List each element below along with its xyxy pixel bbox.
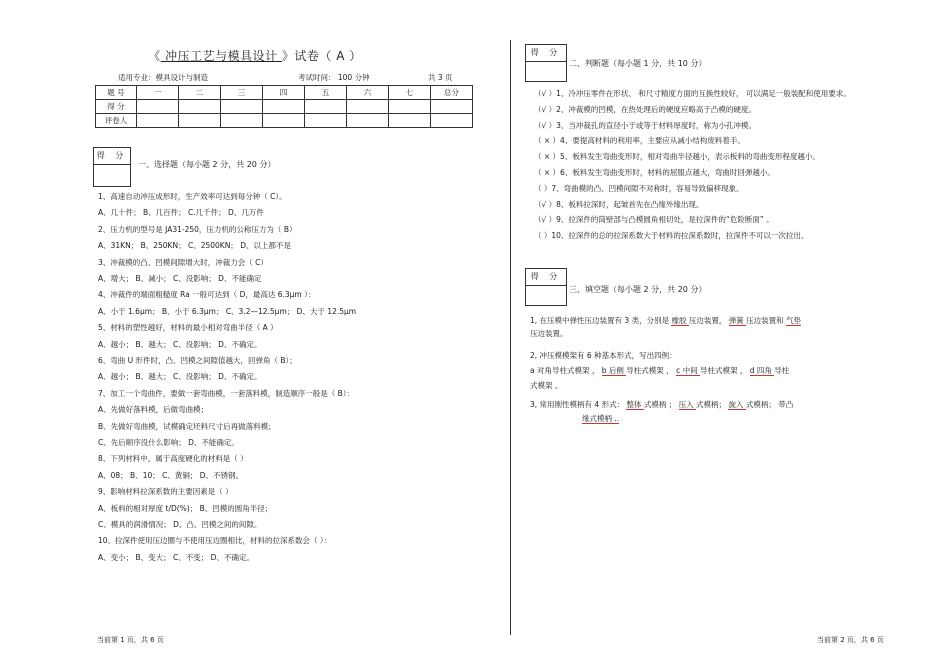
q3-text4: 式模柄； 带凸 — [745, 400, 794, 409]
scorebox-label: 得 分 — [94, 148, 130, 165]
q2-text2: 导柱式模架 ， — [626, 366, 674, 375]
grader-input-cell[interactable] — [137, 114, 179, 128]
q1-blank1: 橡胶 — [671, 316, 689, 325]
section2-title: 二、判断题（每小题 1 分，共 10 分） — [569, 59, 707, 68]
grader-input-cell[interactable] — [263, 114, 305, 128]
score-input-cell[interactable] — [389, 100, 431, 114]
grader-input-cell[interactable] — [347, 114, 389, 128]
page-divider — [510, 40, 511, 635]
question-text: 3、冲裁模的凸、凹模间隙增大时，冲裁力会（ C） — [98, 257, 268, 267]
question-text: 9、影响材料拉深系数的主要因素是（ ） — [98, 487, 233, 497]
score-input-cell[interactable] — [179, 100, 221, 114]
title-course-name: 冲压工艺与模具设计 — [160, 49, 282, 63]
judgement-item: （ × ）5、板料发生弯曲变形时，相对弯曲半径越小，表示板料的弯曲变形程度越小。 — [534, 152, 820, 162]
q2-blank1: b 后侧 — [601, 366, 627, 375]
q3-blank1: 整体 — [626, 400, 644, 409]
table-cell: 三 — [221, 86, 263, 100]
question-text: B、先做好弯曲模，试模确定坯料尺寸后再做落料模； — [98, 421, 276, 431]
judgement-item: （ × ）6、板料发生弯曲变形时，材料的屈服点越大，弯曲时回弹越小。 — [534, 168, 775, 177]
q3-text3: 式模柄； — [696, 400, 727, 409]
title-prefix: 《 — [148, 49, 161, 63]
question-text: C、模具的润滑情况； D、凸、凹模之间的间隙。 — [98, 520, 262, 529]
question-text: 6、弯曲 U 形件时，凸、凹模之间隙值越大，回弹角（ B）； — [98, 356, 297, 365]
section2-scorebox — [525, 44, 567, 82]
answer-options: A、增大； B、减小； C、没影响； D、不能确定 — [98, 274, 262, 283]
fill-q2: 2, 冲压模模架有 6 种基本形式，写出四例： — [530, 351, 677, 360]
table-cell: 四 — [263, 86, 305, 100]
scorebox-label: 得 分 — [526, 45, 566, 62]
judgement-item: （ ）7、弯曲模的凸、凹模间隙不对称时，容易导致偏移现象。 — [534, 183, 744, 193]
page-count: 共 3 页 — [428, 73, 453, 82]
table-cell: 二 — [179, 86, 221, 100]
judgement-item: （√ ）2、冲裁模的凹模，在热处理后的硬度应略高于凸模的硬度。 — [534, 104, 756, 114]
q1-text: 1, 在压模中弹性压边装置有 3 类，分别是 — [530, 316, 670, 325]
q2-blank2: c 中间 — [676, 366, 700, 375]
answer-options: A、越小； B、越大； C、没影响； D、不确定。 — [98, 339, 262, 349]
score-row — [96, 100, 473, 114]
fill-q2-line2 — [530, 366, 789, 376]
major-label: 适用专业：模具设计与制造 — [118, 73, 208, 82]
score-input-cell[interactable] — [305, 100, 347, 114]
question-text: 4、冲裁件的端面粗糙度 Ra 一般可达到（ D，最高达 6.3μm ）： — [98, 290, 316, 300]
grader-input-cell[interactable] — [389, 114, 431, 128]
grader-row — [96, 114, 473, 128]
fill-q1 — [530, 316, 801, 326]
section3-title: 三、填空题（每小题 2 分，共 20 分） — [569, 285, 707, 294]
footer-right: 当前第 2 页，共 6 页 — [817, 636, 884, 644]
table-cell: 五 — [305, 86, 347, 100]
question-text: A、先做好落料模，后做弯曲模； — [98, 405, 209, 415]
q1-text3: 压边装置和 — [746, 316, 784, 325]
table-cell: 总分 — [431, 86, 473, 100]
table-cell: 六 — [347, 86, 389, 100]
judgement-item: （√ ）8、板料拉深时，起皱首先在凸缘外缘出现。 — [534, 199, 704, 209]
q2-text: a 对角导柱式模架 ， — [530, 366, 602, 375]
question-text: 7、加工一个弯曲件，要做一套弯曲模，一套落料模，制造顺序一般是（ B）： — [98, 388, 355, 398]
question-text: C、先后顺序没什么影响； D、不能确定。 — [98, 438, 239, 447]
q3-text2: 式模柄 ； — [643, 400, 677, 409]
question-text: 2、压力机的型号是 JA31-250，压力机的公称压力为（ B） — [98, 224, 297, 234]
table-cell: 题 号 — [96, 86, 137, 100]
table-cell: 七 — [389, 86, 431, 100]
q2-text3: 导柱式模架 ， — [699, 366, 748, 375]
grader-input-cell[interactable] — [221, 114, 263, 128]
section1-title: 一、选择题（每小题 2 分，共 20 分） — [138, 160, 276, 169]
q3-blank3: 旋入 — [728, 400, 746, 409]
q1-blank3: 气垫 — [786, 316, 802, 325]
answer-options: A、板料的相对厚度 t/D(%)； B、凹模的圆角半径； — [98, 503, 273, 513]
table-cell: 得 分 — [96, 100, 137, 114]
q1-blank2: 弹簧 — [728, 316, 747, 325]
section3-scorebox — [525, 268, 567, 306]
exam-info — [118, 72, 488, 83]
grader-input-cell[interactable] — [431, 114, 473, 128]
question-text: 1、高速自动冲压成形时，生产效率可达到每分钟（ C）。 — [98, 192, 287, 201]
question-text: 10、拉深件使用压边圈与不使用压边圈相比，材料的拉深系数会（ ）： — [98, 536, 332, 546]
judgement-item: （ × ）4、要提高材料的利用率，主要应从减小结构废料着手。 — [534, 136, 745, 146]
score-input-cell[interactable] — [221, 100, 263, 114]
fill-q1-tail: 压边装置。 — [530, 329, 568, 338]
answer-options: A、小于 1.6μm； B、小于 6.3μm； C、3.2—12.5μm； D、大于 12.5μm — [98, 306, 357, 316]
judgement-item: （√ ）9、拉深件的筒壁部与凸模圆角相切处，是拉深件的“危险断面” 。 — [534, 215, 774, 225]
footer-left: 当前第 1 页，共 6 页 — [97, 636, 164, 644]
score-input-cell[interactable] — [263, 100, 305, 114]
answer-options: A、几十件； B、几百件； C.几千件； D、几万件 — [98, 208, 264, 218]
fill-q3-line2 — [582, 414, 619, 424]
q1-text2: 压边装置， — [688, 316, 727, 325]
answer-options: A、31KN； B、250KN； C、2500KN； D、以上都不是 — [98, 241, 291, 251]
answer-options: A、08； B、10； C、黄铜； D、不锈钢。 — [98, 470, 244, 480]
q3-text: 3, 常用刚性模柄有 4 形式： — [530, 400, 625, 409]
score-input-cell[interactable] — [347, 100, 389, 114]
table-cell: 一 — [137, 86, 179, 100]
judgement-item: （ ）10、拉深件的总的拉深系数大于材料的拉深系数时，拉深件不可以一次拉出。 — [534, 231, 809, 241]
exam-title — [0, 47, 510, 64]
right-page — [512, 0, 950, 671]
section1-scorebox — [93, 147, 131, 187]
q3-line2: 缘式模柄 .. — [582, 414, 620, 423]
exam-time: 考试时间： 100 分钟 — [298, 73, 370, 82]
q2-blank3: d 四角 — [749, 366, 775, 375]
grader-input-cell[interactable] — [179, 114, 221, 128]
score-input-cell[interactable] — [431, 100, 473, 114]
q3-blank2: 压入 — [678, 400, 697, 409]
scorebox-label: 得 分 — [526, 269, 566, 286]
fill-q3 — [530, 400, 793, 410]
judgement-item: （√ ）3、当冲裁孔的直径小于或等于材料厚度时，称为小孔冲模。 — [534, 120, 756, 130]
score-table — [95, 85, 473, 128]
table-cell: 评卷人 — [96, 114, 137, 128]
answer-options: A、变小； B、变大； C、不变； D、不确定。 — [98, 552, 254, 562]
question-text: 5、材料的塑性越好，材料的最小相对弯曲半径（ A ） — [98, 323, 278, 333]
judgement-item: （√ ）1、冷冲压零件在形状、 和尺寸精度方面的互换性较好， 可以满足一般装配和使用要求。 — [534, 89, 851, 98]
q2-text4: 导柱 — [774, 366, 790, 375]
answer-options: A、越小； B、越大； C、没影响； D、不确定。 — [98, 372, 262, 382]
score-input-cell[interactable] — [137, 100, 179, 114]
title-suffix: 》试卷（ A ） — [281, 49, 362, 63]
grader-input-cell[interactable] — [305, 114, 347, 128]
question-text: 8、下列材料中，属于高度硬化的材料是（ ） — [98, 454, 248, 464]
score-table-header-row — [96, 86, 473, 100]
fill-q2-line3: 式模架 。 — [530, 381, 563, 390]
